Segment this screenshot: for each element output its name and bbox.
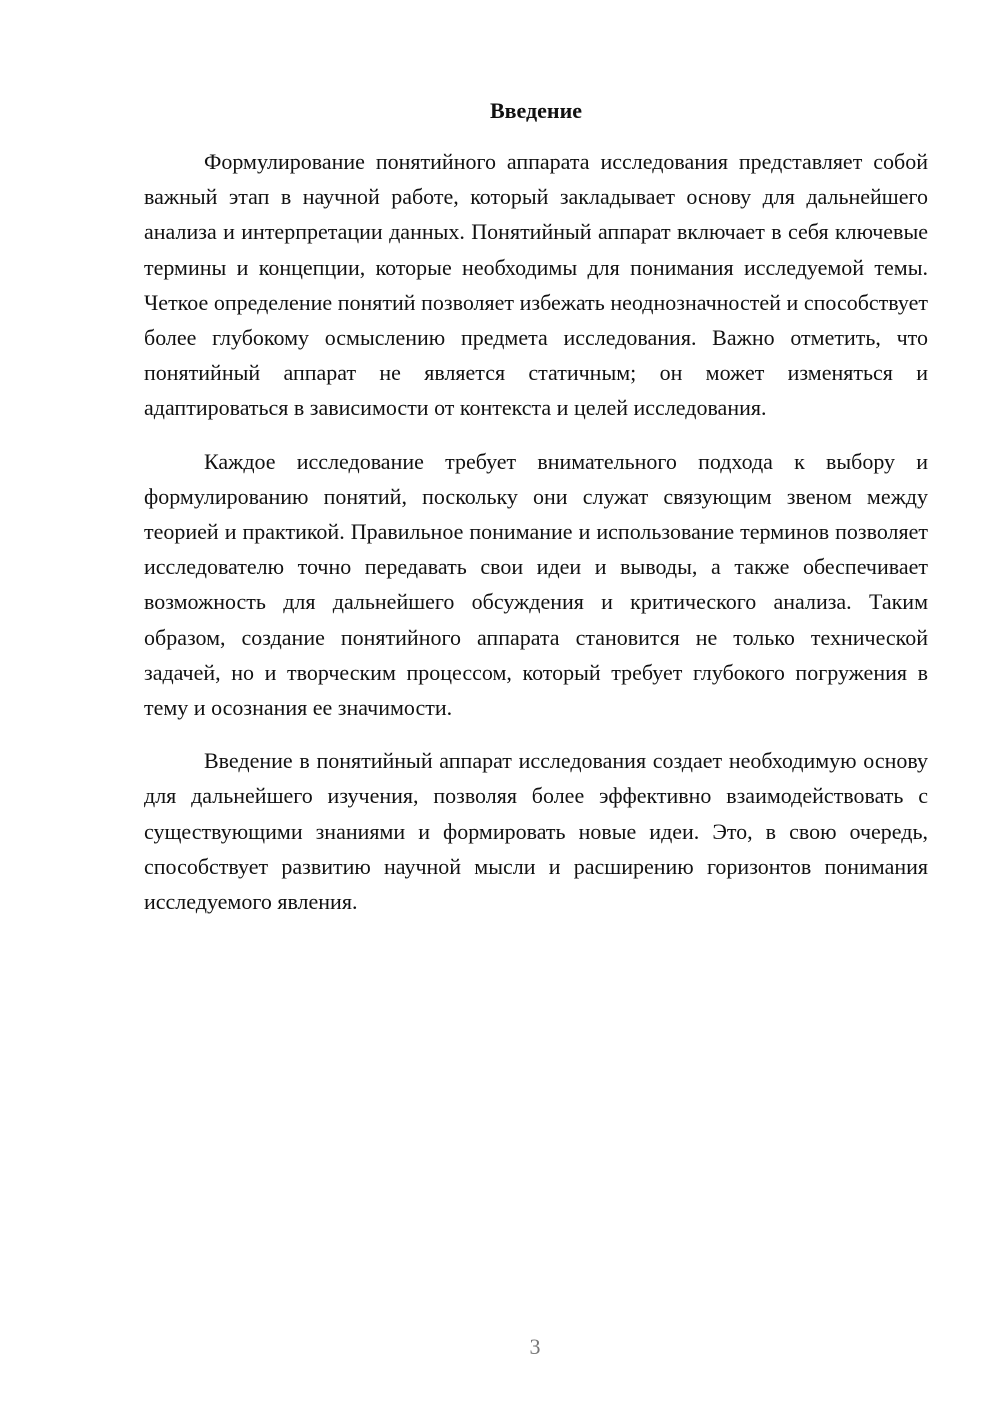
page-content [144,93,928,937]
paragraph-1: Формулирование понятийного аппарата исследования представляет собой важный этап в научной работе, который закладывает основу для дальнейшего анализа и интерпретации данных. Понятийный аппарат включает в себя ключевые термины и концепции, которые необходимы для понимания исследуемой темы. Четкое определение понятий позволяет избежать неоднозначностей и способствует более глубокому осмыслению предмета исследования. Важно отметить, что понятийный аппарат не является статичным; он может изменяться и адаптироваться в зависимости от контекста и целей исследования. [144,149,928,421]
section-title: Введение [489,98,583,123]
page-number: 3 [529,1334,541,1359]
paragraph-3: Введение в понятийный аппарат исследования создает необходимую основу для дальнейшего изучения, позволяя более эффективно взаимодействовать с существующими знаниями и формировать новые идеи. Это, в свою очередь, способствует развитию научной мысли и расширению горизонтов понимания исследуемого явления. [144,748,928,915]
paragraph-2: Каждое исследование требует внимательного подхода к выбору и формулированию понятий, поскольку они служат связующим звеном между теорией и практикой. Правильное понимание и использование терминов позволяет исследователю точно передавать свои идеи и выводы, а также обеспечивает возможность для дальнейшего обсуждения и критического анализа. Таким образом, создание понятийного аппарата становится не только технической задачей, но и творческим процессом, который требует глубокого погружения в тему и осознания ее значимости. [144,448,928,721]
